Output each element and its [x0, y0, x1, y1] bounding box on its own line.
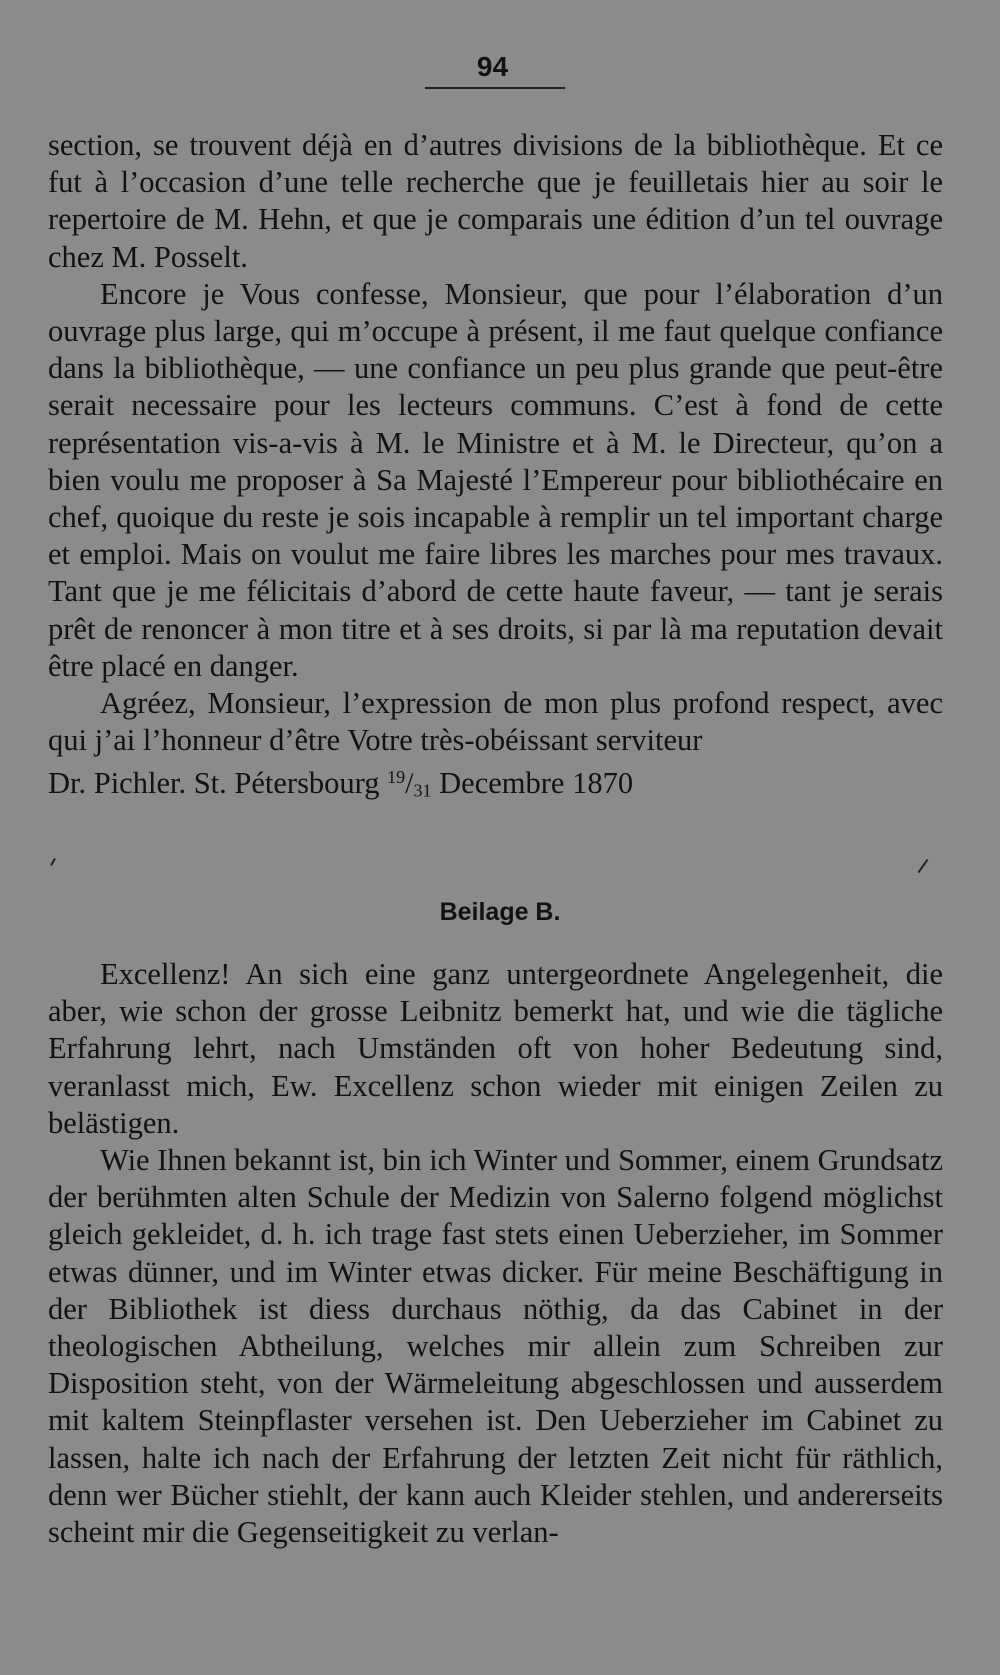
french-letter-text: [48, 127, 943, 810]
page-number-rule: [425, 87, 565, 89]
paragraph-french-2: Encore je Vous confesse, Monsieur, que pour l’élaboration d’un ouvrage plus large, qui m’occupe à présent, il me faut quelque confiance dans la bibliothèque, — une confiance un peu plus grande que peut-être serait necessaire pour les lecteurs communs. C’est à fond de cette représentation vis-a-vis à M. le Ministre et à M. le Directeur, qu’on a bien voulu me proposer à Sa Majesté l’Empereur pour bibliothécaire en chef, quoique du reste je sois incapable à remplir un tel important charge et emploi. Mais on voulut me faire libres les marches pour mes travaux. Tant que je me félicitais d’abord de cette haute faveur, — tant je serais prêt de renoncer à mon titre et à ses droits, si par là ma reputation devait être placé en danger.: [48, 276, 943, 683]
scan-speck: [50, 858, 56, 866]
signature-line: [48, 759, 943, 810]
scan-speck: [918, 859, 929, 873]
section-heading: Beilage B.: [439, 898, 561, 926]
paragraph-french-closing: Agréez, Monsieur, l’expression de mon plus profond respect, avec qui j’ai l’honneur d’être Votre très-obéissant serviteur: [48, 686, 943, 758]
signature-name-place: Dr. Pichler. St. Pétersbourg: [48, 766, 380, 801]
beilage-text: [48, 956, 943, 1551]
date-denominator: 31: [413, 780, 432, 801]
page-number: 94: [476, 51, 509, 82]
paragraph-german-2: Wie Ihnen bekannt ist, bin ich Winter und Sommer, einem Grundsatz der berühmten alten Schule der Medizin von Salerno folgend möglichst gleich gekleidet, d. h. ich trage fast stets einen Ueberzieher, im Sommer etwas dünner, und im Winter etwas dicker. Für meine Beschäftigung in der Bibliothek ist diess durchaus nöthig, da das Cabinet in der theologischen Abtheilung, welches mir allein zum Schreiben zur Disposition steht, von der Wärmeleitung abgeschlossen und ausserdem mit kaltem Steinpflaster versehen ist. Den Ueberzieher im Cabinet zu lassen, halte ich nach der Erfahrung der letzten Zeit nicht für räthlich, denn wer Bücher stiehlt, der kann auch Kleider stehlen, und andererseits scheint mir die Gegenseitigkeit zu verlan-: [48, 1143, 943, 1550]
paragraph-german-1: Excellenz! An sich eine ganz untergeordnete Angelegenheit, die aber, wie schon der grosse Leibnitz bemerkt hat, und wie die tägliche Erfahrung lehrt, nach Umständen oft von hoher Bedeutung sind, veranlasst mich, Ew. Excellenz schon wieder mit einigen Zeilen zu belästigen.: [48, 957, 943, 1140]
date-fraction: $^{19}/_{31}$: [387, 767, 432, 801]
signature-date: Decembre 1870: [439, 766, 634, 801]
paragraph-french-1: section, se trouvent déjà en d’autres divisions de la bibliothèque. Et ce fut à l’occasion d’une telle recherche que je feuilletais hier au soir le repertoire de M. Hehn, et que je comparais une édition d’un tel ouvrage chez M. Posselt.: [48, 128, 943, 274]
date-numerator: 19: [387, 767, 406, 788]
